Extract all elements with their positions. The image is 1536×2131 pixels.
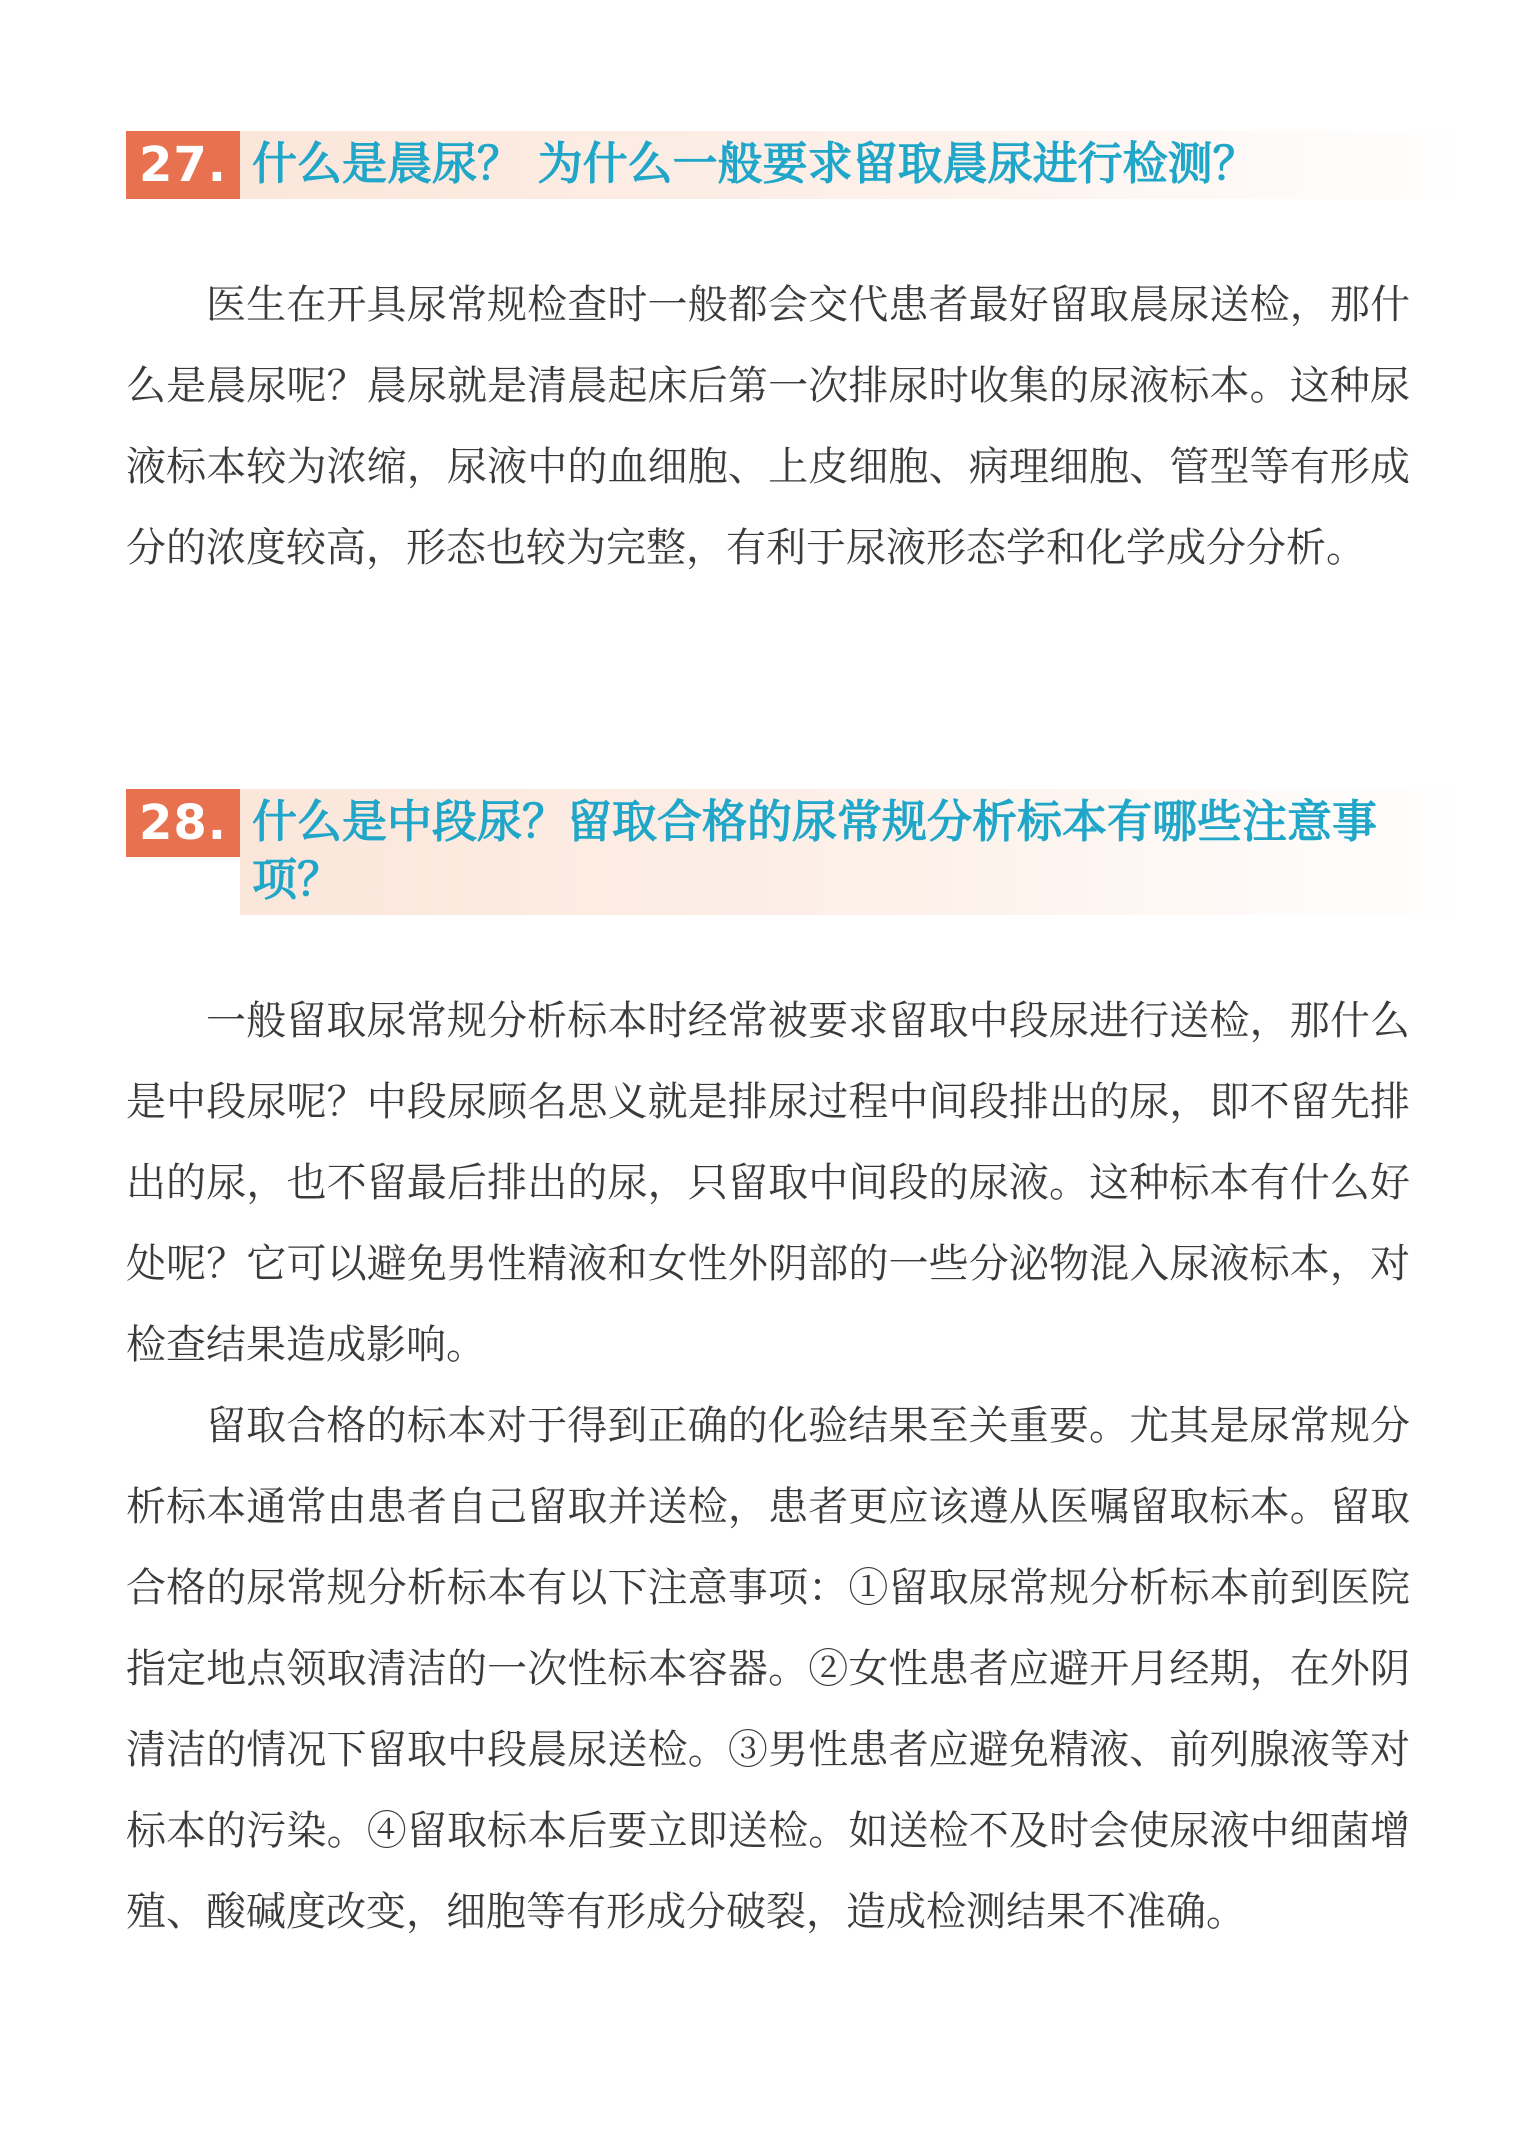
body-paragraph: 一般留取尿常规分析标本时经常被要求留取中段尿进行送检，那什么是中段尿呢？中段尿顾名思义就是排尿过程中间段排出的尿，即不留先排出的尿，也不留最后排出的尿，只留取中间段的尿液。这种标本有什么好处呢？它可以避免男性精液和女性外阴部的一些分泌物混入尿液标本，对检查结果造成影响。 bbox=[126, 998, 1410, 1368]
question-27-header bbox=[126, 131, 1410, 199]
question-27-section bbox=[126, 131, 1410, 589]
question-28-section bbox=[126, 789, 1410, 1953]
question-number-badge: 27. bbox=[126, 131, 240, 199]
question-title: 什么是中段尿？留取合格的尿常规分析标本有哪些注意事项？ bbox=[252, 795, 1378, 906]
question-28-header bbox=[126, 789, 1410, 915]
question-title: 什么是晨尿？ 为什么一般要求留取晨尿进行检测？ bbox=[252, 137, 1258, 190]
body-paragraph: 医生在开具尿常规检查时一般都会交代患者最好留取晨尿送检，那什么是晨尿呢？晨尿就是清晨起床后第一次排尿时收集的尿液标本。这种尿液标本较为浓缩，尿液中的血细胞、上皮细胞、病理细胞、管型等有形成分的浓度较高，形态也较为完整，有利于尿液形态学和化学成分分析。 bbox=[126, 282, 1410, 571]
question-27-body bbox=[126, 265, 1410, 589]
question-28-body bbox=[126, 981, 1410, 1953]
body-paragraph: 留取合格的标本对于得到正确的化验结果至关重要。尤其是尿常规分析标本通常由患者自己留取并送检，患者更应该遵从医嘱留取标本。留取合格的尿常规分析标本有以下注意事项：①留取尿常规分析标本前到医院指定地点领取清洁的一次性标本容器。②女性患者应避开月经期，在外阴清洁的情况下留取中段晨尿送检。③男性患者应避免精液、前列腺液等对标本的污染。④留取标本后要立即送检。如送检不及时会使尿液中细菌增殖、酸碱度改变，细胞等有形成分破裂，造成检测结果不准确。 bbox=[126, 1403, 1410, 1935]
question-number-badge: 28. bbox=[126, 789, 240, 857]
